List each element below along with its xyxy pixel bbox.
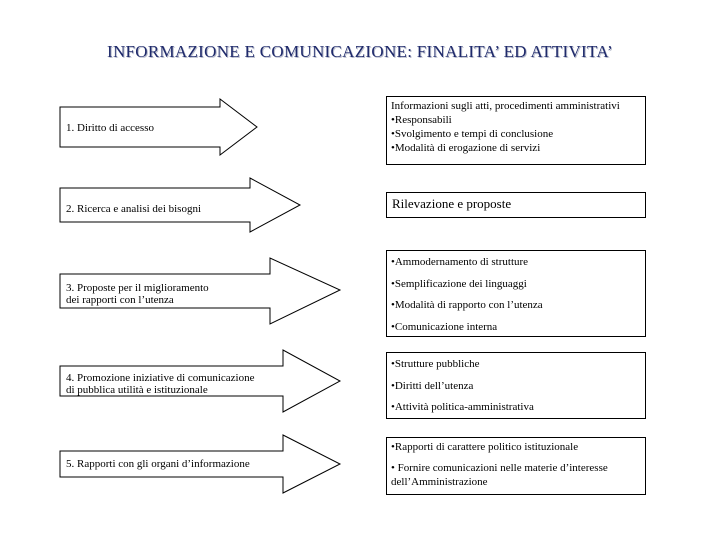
arrow-3-line-2: dei rapporti con l’utenza <box>66 294 174 306</box>
page-title: INFORMAZIONE E COMUNICAZIONE: FINALITA’ ED ATTIVITA’ <box>107 42 613 61</box>
arrow-1-label <box>66 122 154 134</box>
arrow-4-line-1: 4. Promozione iniziative di comunicazione <box>66 372 255 384</box>
box-1-line-3: •Svolgimento e tempi di conclusione <box>391 128 554 140</box>
box-3-line-2: •Semplificazione dei linguaggi <box>391 277 527 290</box>
arrow-1-line-1: 1. Diritto di accesso <box>66 122 154 134</box>
box-5-rapporti <box>386 437 646 495</box>
box-1-informazioni <box>386 96 646 165</box>
arrow-2-label <box>66 203 201 215</box>
arrow-5-line-1: 5. Rapporti con gli organi d’informazione <box>66 458 250 470</box>
box-3-line-3: •Modalità di rapporto con l’utenza <box>391 299 543 311</box>
arrow-4-line-2: di pubblica utilità e istituzionale <box>66 384 208 396</box>
box-1-line-4: •Modalità di erogazione di servizi <box>391 142 541 154</box>
box-5-line-1: •Rapporti di carattere politico istituzionale <box>391 441 579 453</box>
box-4-line-2: •Diritti dell’utenza <box>391 379 474 392</box>
box-3-line-1: •Ammodernamento di strutture <box>391 256 529 268</box>
box-2-line-1: Rilevazione e proposte <box>392 196 512 211</box>
arrow-5-label <box>66 458 250 470</box>
box-1-line-2: •Responsabili <box>391 114 452 126</box>
box-5-line-3: dell’Amministrazione <box>391 476 488 488</box>
box-4-line-3: •Attività politica-amministrativa <box>391 401 534 413</box>
arrow-4-label <box>66 372 254 396</box>
box-5-line-2: • Fornire comunicazioni nelle materie d’interesse <box>391 462 608 474</box>
arrow-3-label <box>66 282 209 306</box>
box-1-line-1: Informazioni sugli atti, procedimenti amministrativi <box>391 100 620 112</box>
box-2-rilevazione <box>386 192 646 218</box>
box-3-line-4: •Comunicazione interna <box>391 320 498 333</box>
box-4-promozione <box>386 352 646 419</box>
arrow-2-line-1: 2. Ricerca e analisi dei bisogni <box>66 203 202 215</box>
box-4-line-1: •Strutture pubbliche <box>391 358 480 370</box>
box-3-proposte <box>386 250 646 337</box>
arrow-3-line-1: 3. Proposte per il miglioramento <box>66 282 209 294</box>
